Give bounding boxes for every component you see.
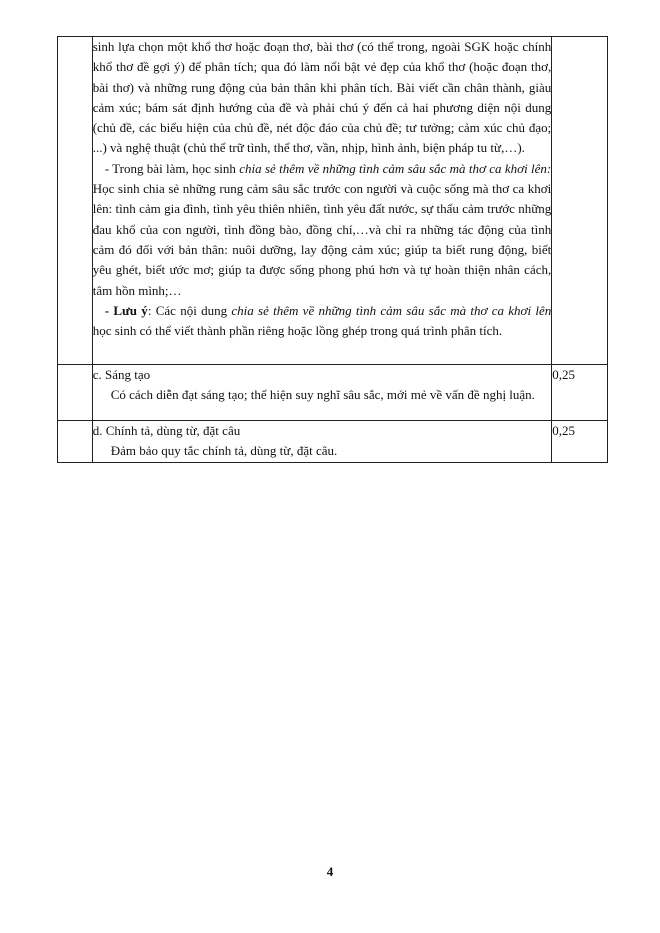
rubric-row-analysis bbox=[58, 37, 608, 365]
page-number: 4 bbox=[326, 864, 334, 879]
rubric-cell-index bbox=[58, 37, 93, 365]
rubric-cell-content bbox=[92, 365, 552, 421]
sharing-lead: - Trong bài làm, học sinh bbox=[104, 160, 240, 176]
sharing-emphasis: chia sẻ thêm về những tình cảm sâu sắc mà thơ ca khơi lên: bbox=[239, 160, 552, 176]
rubric-cell-index bbox=[58, 421, 93, 463]
rubric-cell-content bbox=[92, 37, 552, 365]
note-paragraph bbox=[93, 301, 552, 342]
sharing-body: Học sinh chia sẻ những rung cảm sâu sắc trước con người và cuộc sống mà thơ ca khơi lên: tình cảm gia đình, tình yêu thiên nhiên, tình yêu đất nước, sự thấu cảm trước những đau khổ của con người, tình đồng bào, đồng chí,…và chỉ ra những tác động của tình cảm đó đối với bản thân: nuôi dưỡng, lay động cảm xúc; giúp ta biết rung động, biết yêu ghét, biết ước mơ; giúp ta được sống phong phú hơn và tự hoàn thiện nhân cách, tâm hồn mình;… bbox=[92, 181, 552, 298]
note-emphasis: chia sẻ thêm về những tình cảm sâu sắc mà thơ ca khơi lên bbox=[231, 302, 552, 318]
note-colon: : Các nội dung bbox=[147, 302, 232, 318]
note-label: - Lưu ý bbox=[104, 302, 148, 318]
spelling-heading: d. Chính tả, dùng từ, đặt câu bbox=[92, 423, 241, 438]
creativity-score: 0,25 bbox=[552, 365, 608, 421]
creativity-heading: c. Sáng tạo bbox=[92, 367, 151, 382]
creativity-body: Có cách diễn đạt sáng tạo; thể hiện suy nghĩ sâu sắc, mới mẻ về vấn đề nghị luận. bbox=[110, 387, 535, 403]
spelling-score: 0,25 bbox=[552, 421, 608, 463]
note-body: học sinh có thể viết thành phần riêng hoặc lồng ghép trong quá trình phân tích. bbox=[92, 323, 503, 339]
analysis-paragraph: sinh lựa chọn một khổ thơ hoặc đoạn thơ, bài thơ (có thể trong, ngoài SGK hoặc chính khổ thơ đề gợi ý) để phân tích; qua đó làm nổi bật vẻ đẹp của khổ thơ (hoặc đoạn thơ, bài thơ) và những rung động của bản thân khi phân tích. Bài viết cần chân thành, giàu cảm xúc; bám sát định hướng của đề và phải chú ý đến cả hai phương diện nội dung (chủ đề, các biểu hiện của chủ đề, nét độc đáo của chủ đề; tư tưởng; cảm xúc chủ đạo; ...) và nghệ thuật (chủ thể trữ tình, thể thơ, vần, nhịp, hình ảnh, biện pháp tu từ,…). bbox=[92, 39, 552, 156]
rubric-row-spelling bbox=[58, 421, 608, 463]
sharing-paragraph bbox=[93, 159, 552, 301]
spelling-body: Đảm bảo quy tắc chính tả, dùng từ, đặt câu. bbox=[110, 443, 338, 459]
rubric-row-creativity bbox=[58, 365, 608, 421]
rubric-cell-score bbox=[552, 37, 608, 365]
rubric-table bbox=[57, 36, 608, 463]
rubric-cell-content bbox=[92, 421, 552, 463]
rubric-cell-index bbox=[58, 365, 93, 421]
